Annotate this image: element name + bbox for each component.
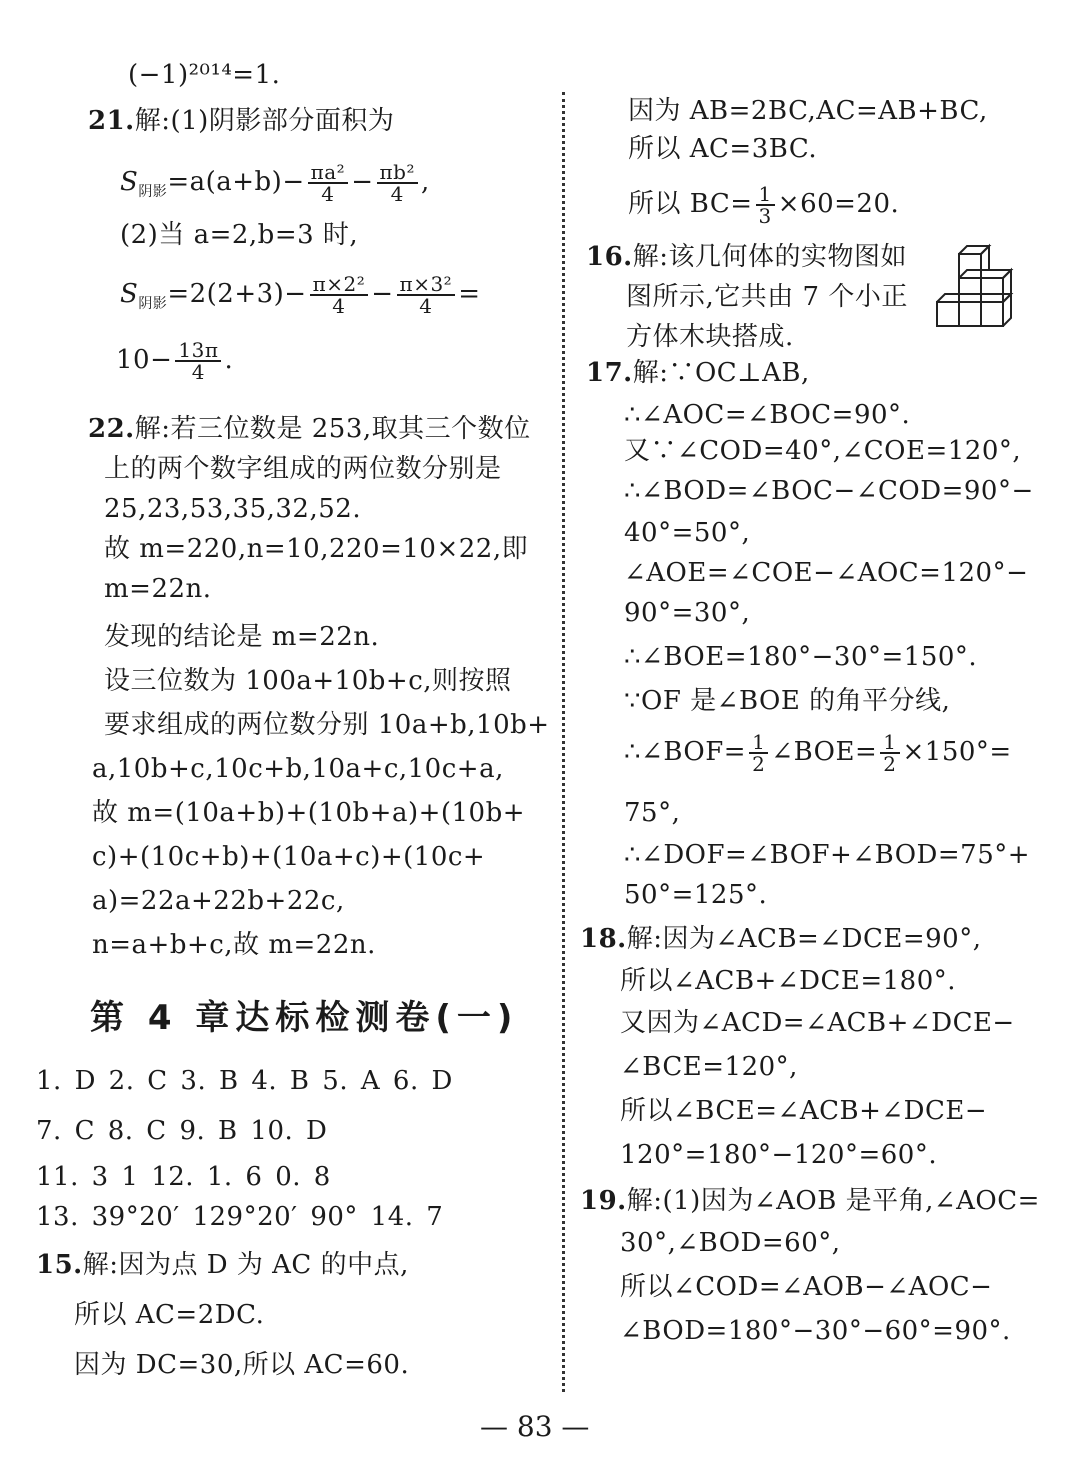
formula-part: ×150°= <box>902 737 1012 767</box>
answer-row: 1. D 2. C 3. B 4. B 5. A 6. D <box>36 1066 453 1096</box>
text-line: 所以 AC=2DC. <box>74 1300 265 1330</box>
text-line: 又因为∠ACD=∠ACB+∠DCE− <box>620 1008 1015 1038</box>
text-line: 所以∠COD=∠AOB−∠AOC− <box>620 1272 993 1302</box>
symbol: S <box>120 167 139 197</box>
text-line: ∠BOD=180°−30°−60°=90°. <box>620 1316 1011 1346</box>
problem-number: 16. <box>586 242 633 272</box>
formula-part: − <box>371 279 394 309</box>
problem-21 <box>88 104 394 138</box>
formula-part: =a(a+b)− <box>167 167 305 197</box>
numerator: 1 <box>880 732 899 754</box>
fraction <box>756 184 775 226</box>
text-line: 又∵∠COD=40°,∠COE=120°, <box>624 436 1022 466</box>
fraction <box>308 162 349 204</box>
text-line: ∠BCE=120°, <box>620 1052 798 1082</box>
text-line: ∴∠BOE=180°−30°=150°. <box>624 642 978 672</box>
numerator: πa² <box>308 162 349 184</box>
formula-line <box>120 266 481 332</box>
formula-part: = <box>458 279 481 309</box>
text-line: 25,23,53,35,32,52. <box>104 494 362 524</box>
fraction <box>397 274 456 316</box>
answer-row: 7. C 8. C 9. B 10. D <box>36 1116 328 1146</box>
text-line: m=22n. <box>104 574 212 604</box>
text-line: 图所示,它共由 7 个小正 <box>626 282 908 312</box>
problem-number: 21. <box>88 106 135 136</box>
numerator: π×3² <box>397 274 456 296</box>
fraction <box>377 162 418 204</box>
problem-16 <box>586 240 907 274</box>
fraction <box>175 340 221 382</box>
text-line: 故 m=(10a+b)+(10b+a)+(10b+ <box>92 798 526 828</box>
text-line: 所以∠ACB+∠DCE=180°. <box>620 966 957 996</box>
formula-part: . <box>224 345 234 375</box>
numerator: πb² <box>377 162 418 184</box>
text-line: 因为 AB=2BC,AC=AB+BC, <box>628 96 988 126</box>
text-line: 75°, <box>624 798 681 828</box>
problem-number: 19. <box>580 1186 627 1216</box>
text-line: 要求组成的两位数分别 10a+b,10b+ <box>104 710 550 740</box>
text-line: 解:该几何体的实物图如 <box>632 242 907 272</box>
denominator: 2 <box>883 752 897 776</box>
denominator: 4 <box>419 294 433 318</box>
problem-number: 22. <box>88 414 135 444</box>
text-line: 发现的结论是 m=22n. <box>104 622 380 652</box>
text-line: 故 m=220,n=10,220=10×22,即 <box>104 534 529 564</box>
text-line: a)=22a+22b+22c, <box>92 886 345 916</box>
subscript: 阴影 <box>138 184 168 201</box>
symbol: S <box>120 279 139 309</box>
text-line: ∠AOE=∠COE−∠AOC=120°− <box>624 558 1029 588</box>
fraction <box>880 732 899 774</box>
text-line: ∴∠BOD=∠BOC−∠COD=90°− <box>624 476 1034 506</box>
problem-number: 15. <box>36 1250 83 1280</box>
formula-line <box>120 156 430 218</box>
formula-part: ×60=20. <box>777 189 900 219</box>
text-line: (2)当 a=2,b=3 时, <box>120 220 359 250</box>
formula-line <box>624 726 1012 778</box>
answer-row: 11. 3 1 12. 1. 6 0. 8 <box>36 1162 331 1192</box>
text-line: 解:(1)阴影部分面积为 <box>134 106 395 136</box>
text-line: 所以∠BCE=∠ACB+∠DCE− <box>620 1096 988 1126</box>
formula-line <box>116 332 233 388</box>
text-line: ∴∠AOC=∠BOC=90°. <box>624 400 911 430</box>
problem-15 <box>36 1248 409 1282</box>
formula-part: 所以 BC= <box>628 189 753 219</box>
numerator: 13π <box>175 340 221 362</box>
denominator: 4 <box>191 360 206 384</box>
formula-line <box>628 178 899 230</box>
column-divider <box>562 92 565 1392</box>
page-number: — 83 — <box>480 1410 590 1443</box>
subscript: 阴影 <box>138 296 168 313</box>
text-line: 上的两个数字组成的两位数分别是 <box>104 454 502 484</box>
text-line: 解:因为点 D 为 AC 的中点, <box>82 1250 409 1280</box>
problem-17 <box>586 356 810 390</box>
formula-part: =2(2+3)− <box>167 279 307 309</box>
text-line: 解:∵OC⊥AB, <box>632 358 810 388</box>
fraction <box>749 732 768 774</box>
fraction <box>310 274 369 316</box>
denominator: 3 <box>758 204 772 228</box>
text-line: 方体木块搭成. <box>626 322 794 352</box>
text-line: n=a+b+c,故 m=22n. <box>92 930 376 960</box>
formula-part: − <box>351 167 374 197</box>
text-line: 所以 AC=3BC. <box>628 134 818 164</box>
numerator: 1 <box>749 732 768 754</box>
formula-part: ∴∠BOF= <box>624 737 747 767</box>
text-line: 30°,∠BOD=60°, <box>620 1228 841 1258</box>
problem-19 <box>580 1184 1040 1218</box>
text-line: (−1)²⁰¹⁴=1. <box>128 60 281 90</box>
text-line: 解:因为∠ACB=∠DCE=90°, <box>626 924 982 954</box>
denominator: 2 <box>752 752 766 776</box>
text-line: 设三位数为 100a+10b+c,则按照 <box>104 666 512 696</box>
text-line: 因为 DC=30,所以 AC=60. <box>74 1350 410 1380</box>
cube-stack-figure <box>935 240 1025 332</box>
formula-part: ∠BOE= <box>771 737 878 767</box>
problem-number: 17. <box>586 358 633 388</box>
numerator: 1 <box>756 184 775 206</box>
text-line: a,10b+c,10c+b,10a+c,10c+a, <box>92 754 504 784</box>
problem-22 <box>88 412 531 446</box>
section-heading: 第 4 章达标检测卷(一) <box>90 998 519 1038</box>
text-line: 解:若三位数是 253,取其三个数位 <box>134 414 531 444</box>
problem-18 <box>580 922 981 956</box>
text-line: 50°=125°. <box>624 880 768 910</box>
denominator: 4 <box>321 182 335 206</box>
answer-row: 13. 39°20′ 129°20′ 90° 14. 7 <box>36 1202 444 1232</box>
formula-part: 10− <box>116 345 173 375</box>
numerator: π×2² <box>310 274 369 296</box>
text-line: ∴∠DOF=∠BOF+∠BOD=75°+ <box>624 840 1031 870</box>
text-line: 40°=50°, <box>624 518 751 548</box>
text-line: c)+(10c+b)+(10a+c)+(10c+ <box>92 842 486 872</box>
text-line: 120°=180°−120°=60°. <box>620 1140 938 1170</box>
denominator: 4 <box>390 182 404 206</box>
text-line: ∵OF 是∠BOE 的角平分线, <box>624 686 951 716</box>
text-line: 解:(1)因为∠AOB 是平角,∠AOC= <box>626 1186 1040 1216</box>
denominator: 4 <box>332 294 346 318</box>
problem-number: 18. <box>580 924 627 954</box>
formula-part: , <box>420 167 430 197</box>
text-line: 90°=30°, <box>624 598 751 628</box>
